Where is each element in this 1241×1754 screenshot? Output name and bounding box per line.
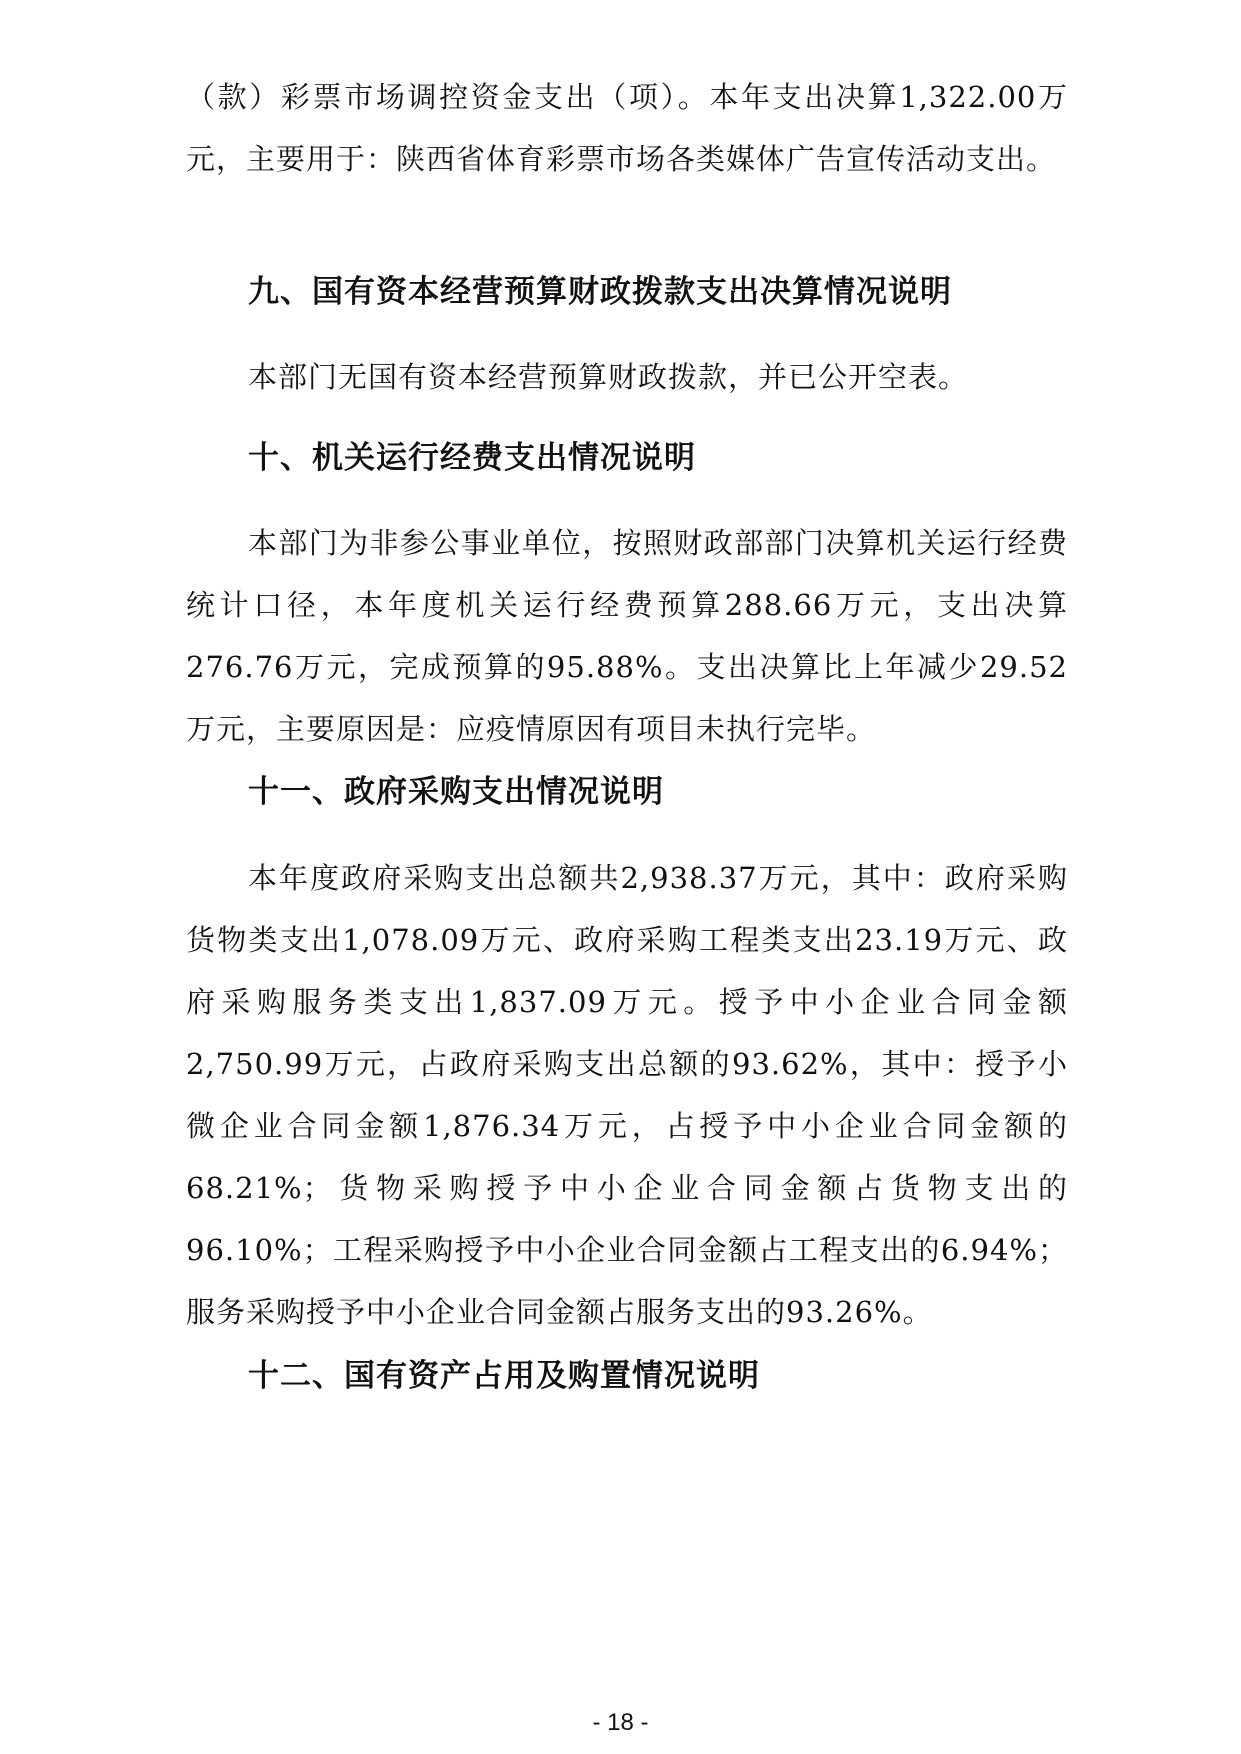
paragraph-lottery-expense-continuation: （款）彩票市场调控资金支出（项）。本年支出决算1,322.00万元，主要用于：陕西省体育彩票市场各类媒体广告宣传活动支出。 xyxy=(186,80,1068,176)
page-number: - 18 - xyxy=(592,1709,649,1736)
heading-section-11: 十一、政府采购支出情况说明 xyxy=(248,774,664,810)
paragraph-section-11: 本年度政府采购支出总额共2,938.37万元，其中：政府采购货物类支出1,078.09万元、政府采购工程类支出23.19万元、政府采购服务类支出1,837.09万元。授予中小企业合同金额2,750.99万元，占政府采购支出总额的93.62%，其中：授予小微企业合同金额1,876.34万元，占授予中小企业合同金额的68.21%；货物采购授予中小企业合同金额占货物支出的96.10%；工程采购授予中小企业合同金额占工程支出的6.94%；服务采购授予中小企业合同金额占服务支出的93.26%。 xyxy=(186,861,1068,1329)
paragraph-section-9: 本部门无国有资本经营预算财政拨款，并已公开空表。 xyxy=(248,360,969,394)
heading-section-10: 十、机关运行经费支出情况说明 xyxy=(248,440,696,476)
paragraph-section-10: 本部门为非参公事业单位，按照财政部部门决算机关运行经费统计口径，本年度机关运行经费预算288.66万元，支出决算276.76万元，完成预算的95.88%。支出决算比上年减少29.52万元，主要原因是：应疫情原因有项目未执行完毕。 xyxy=(186,526,1068,746)
heading-section-12: 十二、国有资产占用及购置情况说明 xyxy=(248,1358,760,1394)
heading-section-9: 九、国有资本经营预算财政拨款支出决算情况说明 xyxy=(248,274,952,310)
